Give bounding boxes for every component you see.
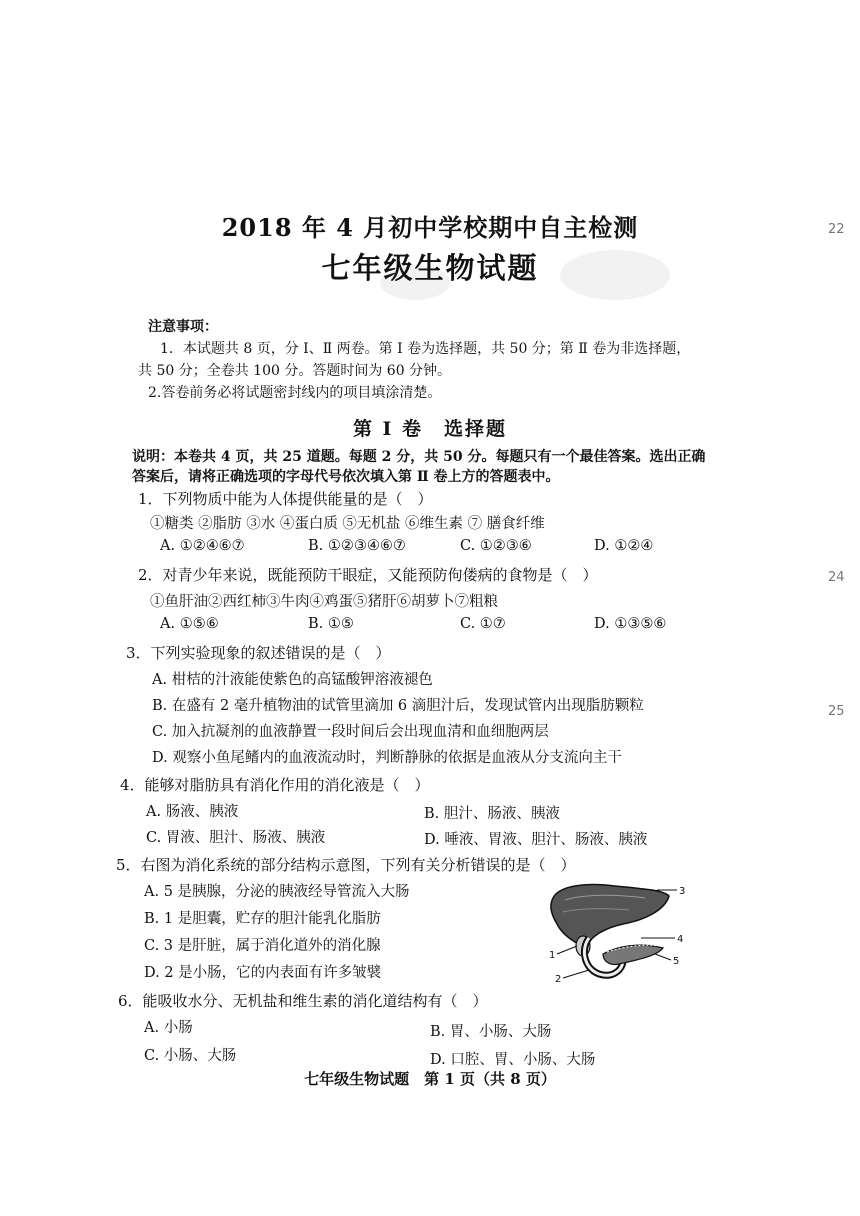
notes-line-2: 共 50 分；全卷共 100 分。答题时间为 60 分钟。	[138, 363, 452, 379]
question-6-option-b: B. 胃、小肠、大肠	[430, 1024, 552, 1040]
question-5-option-a: A. 5 是胰腺，分泌的胰液经导管流入大肠	[144, 884, 410, 900]
section-title: 第 Ⅰ 卷 选择题	[352, 418, 508, 440]
question-4-option-c: C. 胃液、胆汁、肠液、胰液	[146, 830, 326, 846]
figure-label-2: 2	[555, 974, 562, 985]
question-3-option-c: C. 加入抗凝剂的血液静置一段时间后会出现血清和血细胞两层	[152, 724, 549, 740]
question-4-option-d: D. 唾液、胃液、胆汁、肠液、胰液	[424, 832, 648, 848]
figure-label-4: 4	[677, 934, 684, 945]
margin-number: 24	[828, 570, 845, 585]
question-3-stem: 3．下列实验现象的叙述错误的是（ ）	[126, 644, 391, 662]
question-6-option-d: D. 口腔、胃、小肠、大肠	[430, 1052, 596, 1068]
leader-line-2	[563, 970, 589, 978]
question-6-option-a: A. 小肠	[144, 1020, 193, 1036]
question-1-stem: 1．下列物质中能为人体提供能量的是（ ）	[138, 490, 433, 508]
question-5-option-c: C. 3 是肝脏，属于消化道外的消化腺	[144, 938, 381, 954]
question-2-option-b: B. ①⑤	[308, 616, 354, 632]
question-1-option-c: C. ①②③⑥	[460, 538, 532, 554]
digestive-system-figure	[545, 880, 685, 985]
exam-subtitle: 七年级生物试题	[321, 251, 539, 285]
figure-label-3: 3	[679, 886, 685, 897]
question-2-option-a: A. ①⑤⑥	[160, 616, 219, 632]
question-3-option-a: A. 柑桔的汁液能使紫色的高锰酸钾溶液褪色	[152, 672, 433, 688]
question-2-option-c: C. ①⑦	[460, 616, 506, 632]
question-4-stem: 4．能够对脂肪具有消化作用的消化液是（ ）	[120, 776, 430, 794]
question-5-option-d: D. 2 是小肠，它的内表面有许多皱襞	[144, 965, 382, 981]
margin-number: 25	[828, 704, 845, 719]
question-1-option-b: B. ①②③④⑥⑦	[308, 538, 406, 554]
notes-heading: 注意事项：	[148, 319, 218, 335]
pancreas-shape	[603, 945, 663, 964]
question-3-option-d: D. 观察小鱼尾鳍内的血液流动时，判断静脉的依据是血液从分支流向主干	[152, 750, 622, 766]
question-4-option-a: A. 肠液、胰液	[146, 804, 239, 820]
notes-line-1: 1．本试题共 8 页，分 Ⅰ、Ⅱ 两卷。第 Ⅰ 卷为选择题，共 50 分；第 Ⅱ 卷为非选择题，	[160, 341, 691, 357]
question-5-stem: 5．右图为消化系统的部分结构示意图，下列有关分析错误的是（ ）	[116, 856, 576, 874]
question-2-option-d: D. ①③⑤⑥	[594, 616, 667, 632]
question-4-option-b: B. 胆汁、肠液、胰液	[424, 806, 560, 822]
question-2-items: ①鱼肝油②西红柿③牛肉④鸡蛋⑤猪肝⑥胡萝卜⑦粗粮	[150, 594, 498, 610]
leader-line-5	[655, 954, 671, 960]
question-1-items: ①糖类 ②脂肪 ③水 ④蛋白质 ⑤无机盐 ⑥维生素 ⑦ 膳食纤维	[150, 516, 545, 532]
exam-title: 2018 年 4 月初中学校期中自主检测	[221, 213, 639, 242]
notes-line-3: 2.答卷前务必将试题密封线内的项目填涂清楚。	[148, 385, 442, 401]
section-description-2: 答案后，请将正确选项的字母代号依次填入第 Ⅱ 卷上方的答题表中。	[132, 469, 560, 485]
leader-line-1	[557, 946, 577, 954]
question-6-stem: 6．能吸收水分、无机盐和维生素的消化道结构有（ ）	[118, 992, 488, 1010]
figure-label-5: 5	[673, 956, 680, 967]
section-description-1: 说明：本卷共 4 页，共 25 道题。每题 2 分，共 50 分。每题只有一个最佳答案。选出正确	[132, 449, 706, 465]
question-1-option-d: D. ①②④	[594, 538, 654, 554]
question-3-option-b: B. 在盛有 2 毫升植物油的试管里滴加 6 滴胆汁后，发现试管内出现脂肪颗粒	[152, 698, 644, 714]
page-footer: 七年级生物试题 第 1 页（共 8 页）	[304, 1070, 556, 1088]
question-2-stem: 2．对青少年来说，既能预防干眼症，又能预防佝偻病的食物是（ ）	[138, 566, 598, 584]
question-1-option-a: A. ①②④⑥⑦	[160, 538, 245, 554]
margin-number: 22	[828, 222, 845, 237]
figure-label-1: 1	[549, 950, 556, 961]
question-5-option-b: B. 1 是胆囊，贮存的胆汁能乳化脂肪	[144, 911, 381, 927]
question-6-option-c: C. 小肠、大肠	[144, 1048, 237, 1064]
